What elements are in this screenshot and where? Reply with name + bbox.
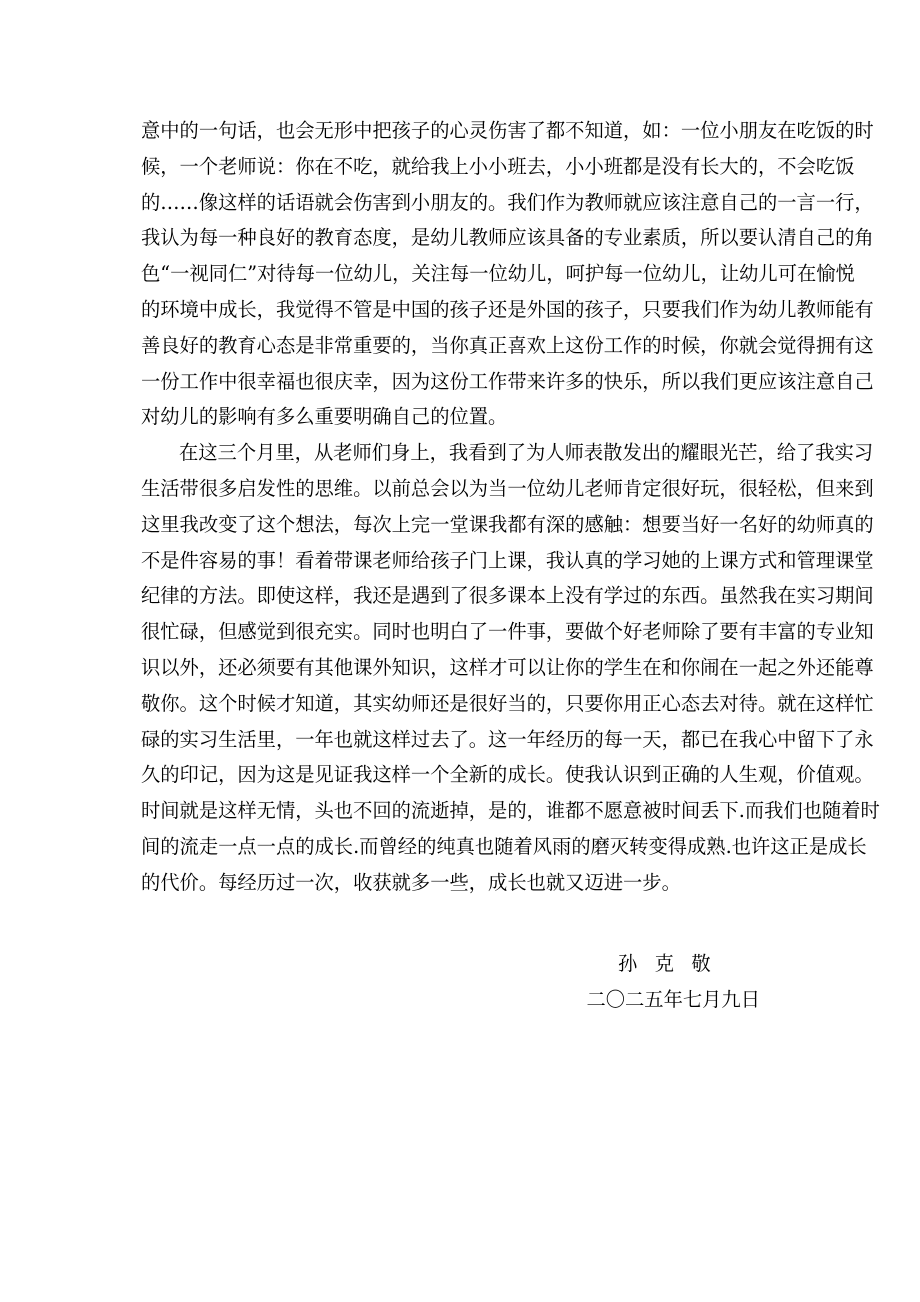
text-line: 善良好的教育心态是非常重要的，当你真正喜欢上这份工作的时候，你就会觉得拥有这 — [141, 333, 874, 357]
document-body — [141, 113, 880, 901]
signature-block — [586, 946, 760, 1018]
text-line: 的代价。每经历过一次，收获就多一些，成长也就又迈进一步。 — [141, 870, 681, 894]
text-line: 久的印记，因为这是见证我这样一个全新的成长。使我认识到正确的人生观，价值观。 — [141, 763, 874, 787]
text-line: 时间就是这样无情，头也不回的流逝掉，是的，谁都不愿意被时间丢下.而我们也随着时 — [141, 799, 880, 823]
text-line: 意中的一句话，也会无形中把孩子的心灵伤害了都不知道，如：一位小朋友在吃饭的时 — [141, 119, 874, 142]
text-line: 敬你。这个时候才知道，其实幼师还是很好当的，只要你用正心态去对待。就在这样忙 — [141, 691, 874, 715]
text-line: 识以外，还必须要有其他课外知识，这样才可以让你的学生在和你闹在一起之外还能尊 — [141, 655, 874, 679]
paragraph-2 — [141, 435, 880, 900]
text-line: 纪律的方法。即使这样，我还是遇到了很多课本上没有学过的东西。虽然我在实习期间 — [141, 584, 874, 608]
text-line: 对幼儿的影响有多么重要明确自己的位置。 — [141, 405, 508, 429]
text-line: 这里我改变了这个想法，每次上完一堂课我都有深的感触：想要当好一名好的幼师真的 — [141, 512, 874, 536]
text-line: 很忙碌，但感觉到很充实。同时也明白了一件事，要做个好老师除了要有丰富的专业知 — [141, 620, 874, 644]
text-line: 间的流走一点一点的成长.而曾经的纯真也随着风雨的磨灭转变得成熟.也许这正是成长 — [141, 834, 867, 858]
signature-name — [586, 946, 728, 982]
text-line: 色“一视同仁”对待每一位幼儿，关注每一位幼儿，呵护每一位幼儿，让幼儿可在愉悦 — [141, 262, 855, 286]
text-line: 的环境中成长，我觉得不管是中国的孩子还是外国的孩子，只要我们作为幼儿教师能有 — [141, 297, 874, 321]
paragraph-1 — [141, 113, 874, 435]
text-line: 一份工作中很幸福也很庆幸，因为这份工作带来许多的快乐，所以我们更应该注意自己 — [141, 369, 874, 393]
signature-date: 二〇二五年七月九日 — [586, 988, 760, 1011]
text-line: 候，一个老师说：你在不吃，就给我上小小班去，小小班都是没有长大的，不会吃饭 — [141, 154, 855, 178]
text-line: 碌的实习生活里，一年也就这样过去了。这一年经历的每一天，都已在我心中留下了永 — [141, 727, 874, 751]
text-line: 的……像这样的话语就会伤害到小朋友的。我们作为教师就应该注意自己的一言一行， — [141, 190, 874, 214]
text-line: 不是件容易的事！看着带课老师给孩子门上课，我认真的学习她的上课方式和管理课堂 — [141, 548, 874, 572]
text-line: 我认为每一种良好的教育态度，是幼儿教师应该具备的专业素质，所以要认清自己的角 — [141, 226, 874, 250]
text-line: 在这三个月里，从老师们身上，我看到了为人师表散发出的耀眼光芒，给了我实习 — [179, 441, 874, 465]
signature-name-text: 孙克敬 — [618, 952, 728, 975]
text-line: 生活带很多启发性的思维。以前总会以为当一位幼儿老师肯定很好玩，很轻松，但来到 — [141, 476, 874, 500]
